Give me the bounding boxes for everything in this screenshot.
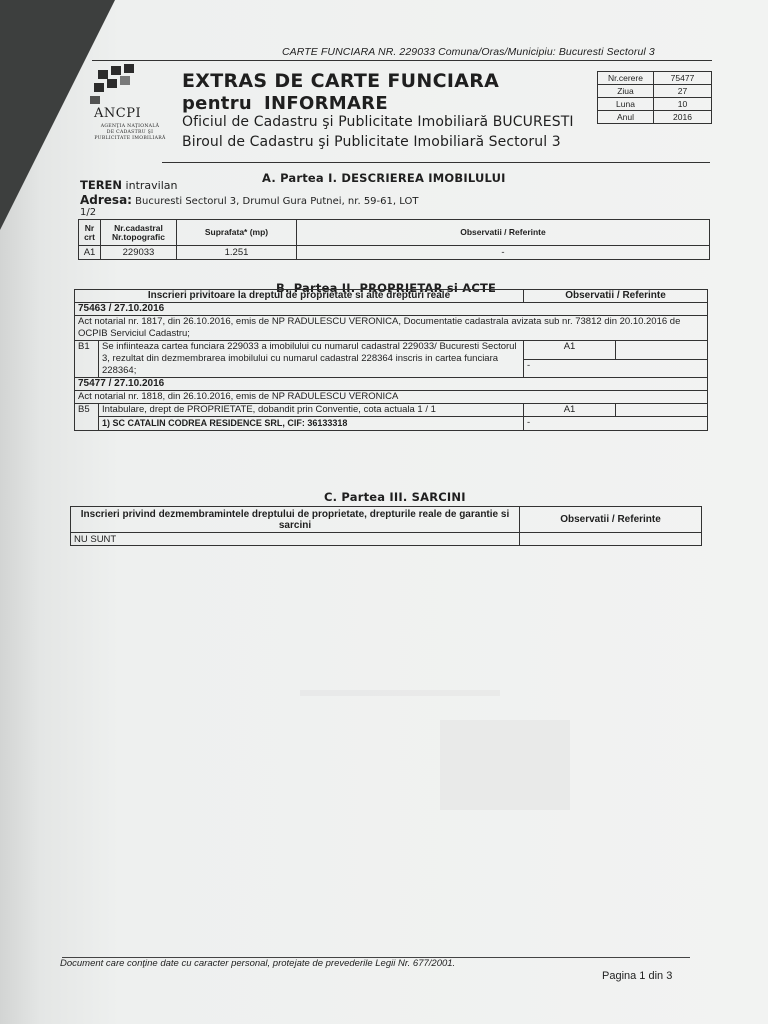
- footer-note: Document care conţine date cu caracter personal, protejate de prevederile Legii Nr. 677/2001.: [60, 958, 456, 969]
- ownership-table: Inscrieri privitoare la dreptul de proprietate si alte drepturi reale Observatii / Referinte 75463 / 27.10.2016 Act notarial nr. 1817, din 26.10.2016, emis de NP RADULESCU VERONICA, Documentatie cadastrala avizata sub nr. 73812 din 20.10.2016 de OCPIB Serviciul Cadastru; B1 Se infiinteaza cartea funciara 229033 a imobilului cu numarul cadastral 229033/ Bucuresti Sectorul 3, rezultat din dezmembrarea imobilului cu numarul cadastral 228364 inscris in cartea funciara 228364; A1 - 75477 / 27.10.2016 Act notarial nr. 1818, din 26.10.2016, emis de NP RADULESCU VERONICA B5 Intabulare, drept de PROPRIETATE, dobandit prin Conventie, cota actuala 1 / 1 A1 1) SC CATALIN CODREA RESIDENCE SRL, CIF: 36133318 -: [74, 289, 708, 431]
- table-row: B1 Se infiinteaza cartea funciara 229033 a imobilului cu numarul cadastral 229033/ Bucuresti Sectorul 3, rezultat din dezmembrarea imobilului cu numarul cadastral 228364 inscris in cartea funciara 228364; A1: [75, 341, 708, 360]
- col-observatii: Observatii / Referinte: [524, 290, 708, 303]
- ancpi-logo: [84, 62, 176, 152]
- carte-funciara-line: CARTE FUNCIARA NR. 229033 Comuna/Oras/Municipiu: Bucuresti Sectorul 3: [282, 46, 655, 58]
- entry-header-row: 75463 / 27.10.2016: [75, 303, 708, 316]
- section-c-title: C. Partea III. SARCINI: [324, 490, 466, 504]
- col-inscrieri: Inscrieri privind dezmembramintele dreptului de proprietate, drepturile reale de garantie si sarcini: [71, 507, 520, 533]
- header-bottom-rule: [162, 162, 710, 163]
- bureau-name: Biroul de Cadastru şi Publicitate Imobiliară Sectorul 3: [182, 134, 561, 150]
- entry-header-row: 75477 / 27.10.2016: [75, 378, 708, 391]
- table-row: A1 229033 1.251 -: [79, 246, 710, 260]
- bleed-through-mark: [300, 690, 500, 696]
- property-description-table: [78, 219, 710, 260]
- entry-act-row: Act notarial nr. 1817, din 26.10.2016, emis de NP RADULESCU VERONICA, Documentatie cadastrala avizata sub nr. 73812 din 20.10.2016 de OCPIB Serviciul Cadastru;: [75, 316, 708, 341]
- table-row: B5 Intabulare, drept de PROPRIETATE, dobandit prin Conventie, cota actuala 1 / 1 A1: [75, 404, 708, 417]
- table-row: NU SUNT: [71, 533, 702, 546]
- col-inscrieri: Inscrieri privitoare la dreptul de proprietate si alte drepturi reale: [75, 290, 524, 303]
- col-observatii: Observatii / Referinte: [297, 220, 710, 246]
- header-rule: [92, 60, 712, 61]
- logo-name: ANCPI: [94, 106, 142, 121]
- section-b-title: B. Partea II. PROPRIETAR si ACTE: [276, 281, 497, 295]
- logo-subtitle: AGENŢIA NAŢIONALĂ DE CADASTRU ŞI PUBLICITATE IMOBILIARĂ: [94, 124, 166, 141]
- bleed-through-mark: [440, 720, 570, 810]
- col-nr-crt: Nr crt: [79, 220, 101, 246]
- col-observatii: Observatii / Referinte: [520, 507, 702, 533]
- owner-name: 1) SC CATALIN CODREA RESIDENCE SRL, CIF: 36133318: [99, 417, 524, 431]
- entry-act-row: Act notarial nr. 1818, din 26.10.2016, emis de NP RADULESCU VERONICA: [75, 391, 708, 404]
- col-nr-cadastral: Nr.cadastral Nr.topografic: [101, 220, 177, 246]
- encumbrances-table: [70, 506, 702, 546]
- page-number: Pagina 1 din 3: [602, 970, 673, 982]
- teren-line: TEREN intravilan: [80, 178, 178, 192]
- request-info-table: Nr.cerere 75477 Ziua 27 Luna 10 Anul 2016: [597, 71, 712, 124]
- office-name: Oficiul de Cadastru şi Publicitate Imobiliară BUCURESTI: [182, 114, 574, 130]
- lot-fraction: 1/2: [80, 207, 97, 218]
- adresa-line: Adresa: Bucuresti Sectorul 3, Drumul Gura Putnei, nr. 59-61, LOT: [80, 193, 419, 207]
- document-title: EXTRAS DE CARTE FUNCIARA: [182, 70, 500, 92]
- col-suprafata: Suprafata* (mp): [177, 220, 297, 246]
- document-subtitle: pentru INFORMARE: [182, 93, 388, 114]
- section-a-title: A. Partea I. DESCRIEREA IMOBILULUI: [262, 171, 506, 185]
